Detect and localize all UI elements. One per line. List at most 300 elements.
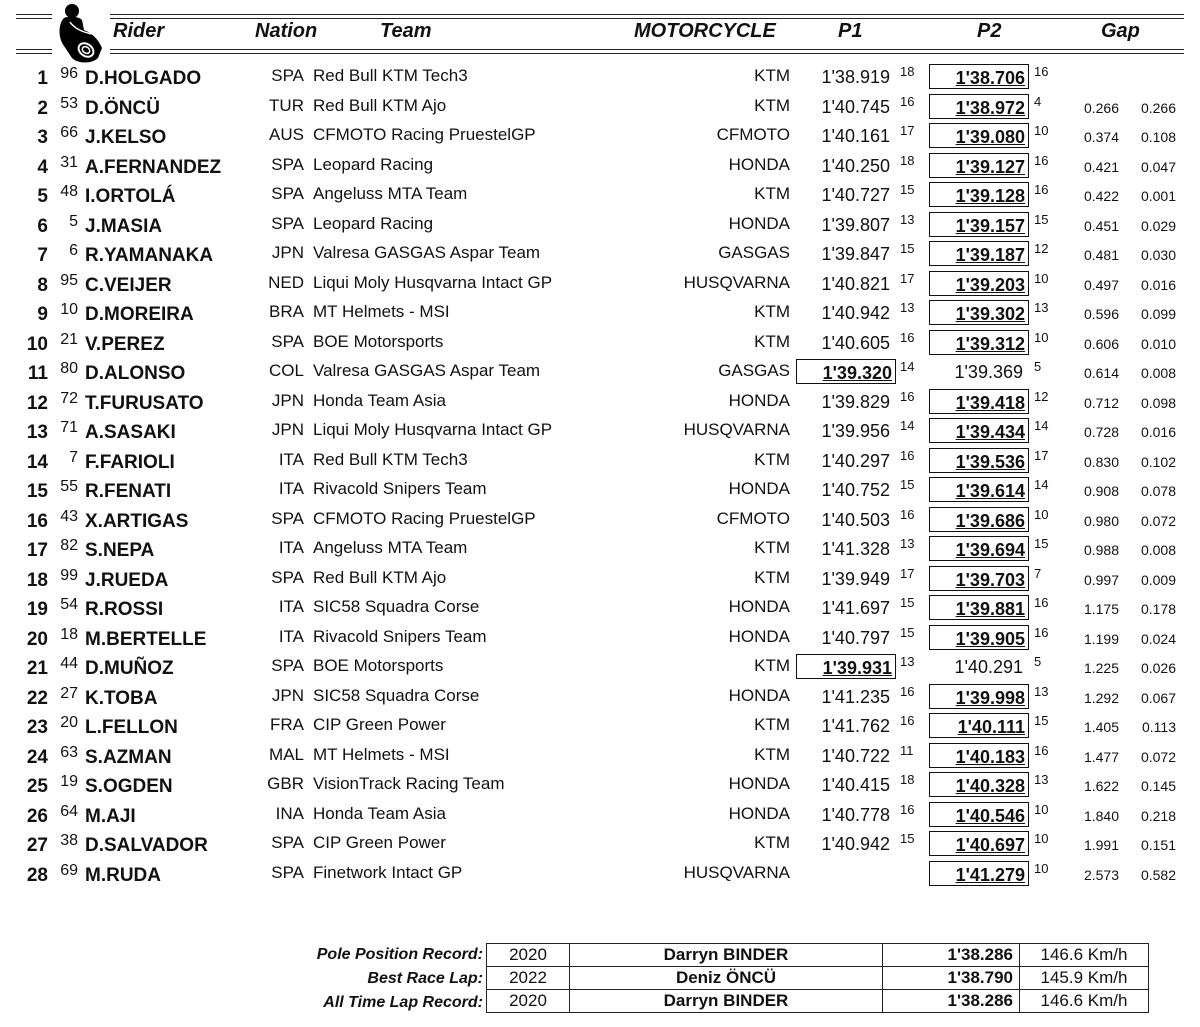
rider-name: S.NEPA (85, 540, 155, 561)
p2-lap: 10 (1034, 270, 1049, 286)
rider-name: V.PEREZ (85, 333, 165, 355)
rider-name: I.ORTOLÁ (85, 186, 176, 207)
motorcycle: KTM (754, 715, 790, 734)
gap-to-previous: 0.009 (1140, 571, 1176, 588)
table-row[interactable] (0, 800, 1200, 829)
team-name: Angeluss MTA Team (313, 538, 468, 557)
p2-lap: 13 (1034, 772, 1049, 787)
record-time: 1'38.790 (883, 967, 1020, 990)
table-row[interactable] (0, 180, 1200, 209)
nation: ITA (278, 479, 304, 498)
p2-lap: 12 (1034, 388, 1049, 404)
position: 16 (26, 510, 48, 532)
position: 12 (26, 392, 48, 414)
position: 28 (26, 864, 48, 886)
gap-to-first: 0.422 (1083, 188, 1119, 204)
gap-to-previous: 0.102 (1140, 453, 1176, 470)
nation: SPA (271, 331, 304, 351)
p2-lap: 17 (1034, 447, 1049, 463)
p1-time: 1'41.328 (821, 539, 890, 559)
rider-name: F.FARIOLI (85, 451, 175, 473)
p2-lap: 16 (1034, 595, 1049, 610)
nation: ITA (278, 538, 304, 557)
p1-lap: 17 (900, 123, 915, 138)
header-bottom-line (16, 49, 1184, 50)
rider-number: 71 (60, 419, 78, 436)
motorcycle: KTM (754, 184, 790, 203)
rider-number: 44 (60, 655, 78, 672)
p1-time: 1'40.745 (821, 96, 890, 117)
position: 22 (26, 687, 48, 709)
gap-to-first: 0.997 (1083, 571, 1119, 588)
position: 5 (37, 186, 48, 207)
p2-lap: 16 (1034, 152, 1049, 168)
table-row[interactable] (0, 711, 1200, 740)
p1-lap: 16 (900, 329, 915, 345)
column-header-gap[interactable]: Gap (1101, 20, 1140, 42)
p2-lap: 5 (1034, 654, 1042, 669)
p1-lap: 13 (900, 654, 915, 669)
position: 26 (26, 805, 48, 827)
nation: NED (268, 272, 304, 292)
p1-time: 1'40.752 (821, 480, 890, 500)
gap-to-previous: 0.008 (1140, 365, 1176, 381)
team-name: Red Bull KTM Ajo (313, 95, 447, 115)
gap-to-previous: 0.010 (1140, 335, 1176, 352)
team-name: MT Helmets - MSI (313, 744, 450, 764)
record-label-best-race-lap: Best Race Lap: (367, 970, 483, 987)
gap-to-first: 1.840 (1083, 807, 1119, 824)
table-row[interactable] (0, 829, 1200, 858)
gap-to-previous: 0.016 (1140, 276, 1176, 293)
table-row[interactable] (0, 534, 1200, 563)
rider-number: 63 (60, 743, 78, 761)
p1-lap: 13 (900, 300, 915, 315)
motorcycle: HONDA (728, 390, 790, 410)
p2-lap: 10 (1034, 123, 1049, 138)
table-row[interactable] (0, 387, 1200, 416)
rider-number: 54 (60, 596, 78, 613)
motorcycle: HONDA (728, 154, 790, 174)
rider-number: 64 (60, 802, 78, 820)
p2-time: 1'38.972 (929, 94, 1029, 119)
p1-lap: 17 (900, 270, 915, 286)
gap-to-first: 0.374 (1083, 129, 1119, 145)
motorcycle: HONDA (728, 685, 790, 705)
position: 6 (37, 215, 48, 237)
rider-number: 66 (60, 124, 78, 141)
column-header-motorcycle[interactable]: MOTORCYCLE (634, 20, 776, 42)
team-name: CFMOTO Racing PruestelGP (313, 508, 536, 528)
table-row[interactable] (0, 121, 1200, 150)
p2-lap: 15 (1034, 713, 1049, 728)
p1-time: 1'39.956 (821, 421, 890, 441)
gap-to-previous: 0.099 (1140, 306, 1176, 322)
team-name: Liqui Moly Husqvarna Intact GP (313, 272, 553, 292)
position: 10 (26, 333, 48, 355)
gap-to-previous: 0.072 (1140, 512, 1176, 529)
record-year: 2020 (487, 990, 570, 1013)
p2-lap: 14 (1034, 477, 1049, 492)
p2-lap: 7 (1034, 565, 1042, 581)
gap-to-first: 0.980 (1083, 512, 1119, 529)
motorcycle: CFMOTO (716, 125, 790, 144)
team-name: VisionTrack Racing Team (313, 774, 505, 793)
position: 3 (37, 127, 48, 148)
column-header-p1[interactable]: P1 (838, 20, 863, 42)
gap-to-first: 1.477 (1083, 748, 1119, 765)
motorcycle: HONDA (728, 626, 790, 646)
motorcycle: KTM (754, 567, 790, 587)
position: 27 (26, 835, 48, 856)
position: 9 (37, 304, 48, 325)
p1-lap: 15 (900, 624, 915, 640)
position: 8 (37, 274, 48, 296)
record-time: 1'38.286 (883, 944, 1020, 967)
p1-time: 1'41.235 (821, 686, 890, 707)
motorcycle: HUSQVARNA (683, 272, 790, 292)
motorcycle: KTM (754, 449, 790, 469)
p1-lap: 14 (900, 418, 915, 433)
gap-to-previous: 0.218 (1140, 807, 1176, 824)
table-row[interactable] (0, 652, 1200, 681)
gap-to-first: 0.712 (1083, 394, 1119, 411)
p1-lap: 13 (900, 536, 915, 551)
column-header-nation[interactable]: Nation (255, 20, 318, 42)
table-row[interactable] (0, 416, 1200, 445)
position: 1 (37, 68, 48, 89)
record-rider: Darryn BINDER (570, 990, 883, 1013)
nation: MAL (269, 744, 304, 764)
p2-time: 1'40.546 (929, 802, 1029, 827)
rider-name: S.OGDEN (85, 776, 173, 797)
p2-lap: 16 (1034, 742, 1049, 758)
position: 24 (26, 746, 48, 768)
p1-lap: 18 (900, 64, 915, 79)
rider-number: 18 (60, 625, 78, 643)
p2-lap: 10 (1034, 329, 1049, 345)
motorcycle: HUSQVARNA (683, 420, 790, 439)
p2-time: 1'39.536 (929, 448, 1029, 473)
table-row[interactable] (0, 593, 1200, 622)
p1-lap: 16 (900, 506, 915, 522)
nation: INA (275, 803, 304, 823)
record-row-best-race-lap (487, 967, 1149, 990)
table-row[interactable] (0, 92, 1200, 121)
table-row[interactable] (0, 298, 1200, 327)
header-bottom-line-2 (16, 53, 1184, 54)
p1-time: 1'39.829 (821, 391, 890, 412)
p1-time: 1'40.727 (821, 185, 890, 205)
table-row[interactable] (0, 269, 1200, 298)
table-row[interactable] (0, 623, 1200, 652)
p2-time: 1'39.080 (929, 123, 1029, 148)
motorcycle: HONDA (728, 803, 790, 823)
nation: SPA (271, 154, 304, 174)
p1-time: 1'40.797 (821, 627, 890, 648)
table-row[interactable] (0, 682, 1200, 711)
gap-to-first: 1.175 (1083, 601, 1119, 617)
p2-time: 1'39.694 (929, 536, 1029, 561)
rider-name: J.MASIA (85, 215, 163, 237)
p1-lap: 16 (900, 93, 915, 109)
p1-lap: 15 (900, 241, 915, 256)
gap-to-previous: 0.145 (1140, 778, 1176, 794)
table-row[interactable] (0, 564, 1200, 593)
p2-lap: 12 (1034, 241, 1049, 256)
p1-lap: 15 (900, 477, 915, 492)
rider-number: 95 (60, 271, 78, 289)
record-label-pole: Pole Position Record: (316, 946, 483, 963)
motorcycle: KTM (754, 656, 790, 675)
table-row[interactable] (0, 446, 1200, 475)
header-top-line-2 (16, 18, 1184, 19)
gap-to-first: 0.728 (1083, 424, 1119, 440)
team-name: Rivacold Snipers Team (313, 626, 487, 646)
record-speed: 145.9 Km/h (1020, 967, 1149, 990)
nation: JPN (271, 420, 304, 439)
p1-time: 1'39.847 (821, 244, 890, 264)
nation: JPN (271, 243, 304, 262)
gap-to-first: 0.830 (1083, 453, 1119, 470)
table-row[interactable] (0, 357, 1200, 386)
p2-time: 1'39.998 (929, 684, 1029, 709)
p1-time: 1'40.722 (821, 745, 890, 766)
column-header-team[interactable]: Team (380, 20, 432, 42)
p2-time: 1'39.187 (929, 241, 1029, 266)
motorcycle: HUSQVARNA (683, 862, 790, 882)
position: 7 (37, 245, 48, 266)
column-header-rider[interactable]: Rider (113, 20, 165, 42)
nation: JPN (271, 390, 304, 410)
nation: SPA (271, 184, 304, 203)
position: 15 (26, 481, 48, 502)
position: 23 (26, 717, 48, 738)
nation: BRA (269, 302, 304, 321)
team-name: Red Bull KTM Ajo (313, 567, 447, 587)
team-name: SIC58 Squadra Corse (313, 597, 480, 616)
gap-to-previous: 0.067 (1140, 689, 1176, 706)
gap-to-previous: 0.047 (1140, 158, 1176, 175)
p2-lap: 10 (1034, 860, 1049, 876)
gap-to-first: 1.225 (1083, 660, 1119, 676)
p2-lap: 13 (1034, 683, 1049, 699)
team-name: BOE Motorsports (313, 331, 444, 351)
p2-lap: 14 (1034, 418, 1049, 433)
header-top-line (16, 14, 1184, 15)
gap-to-first: 0.481 (1083, 247, 1119, 263)
p2-time: 1'39.128 (929, 182, 1029, 207)
gap-to-previous: 0.072 (1140, 748, 1176, 765)
p2-time: 1'40.328 (929, 772, 1029, 797)
rider-number: 69 (60, 861, 78, 879)
p2-lap: 10 (1034, 506, 1049, 522)
column-header-p2[interactable]: P2 (977, 20, 1002, 42)
team-name: CIP Green Power (313, 833, 446, 852)
team-name: Liqui Moly Husqvarna Intact GP (313, 420, 553, 439)
gap-to-previous: 0.016 (1140, 424, 1176, 440)
table-row[interactable] (0, 151, 1200, 180)
rider-name: D.MUÑOZ (85, 658, 174, 679)
nation: FRA (270, 715, 304, 734)
table-row[interactable] (0, 741, 1200, 770)
rider-number: 10 (60, 301, 78, 318)
nation: SPA (271, 656, 304, 675)
p2-time: 1'39.302 (929, 300, 1029, 325)
record-label-all-time: All Time Lap Record: (323, 994, 483, 1011)
position: 18 (26, 569, 48, 591)
p1-time: 1'40.503 (821, 509, 890, 530)
gap-to-previous: 0.008 (1140, 542, 1176, 558)
position: 20 (26, 628, 48, 650)
motorcycle: KTM (754, 331, 790, 351)
p2-lap: 16 (1034, 624, 1049, 640)
motorcycle: HONDA (728, 774, 790, 793)
p2-time: 1'38.706 (929, 64, 1029, 89)
nation: SPA (271, 508, 304, 528)
nation: JPN (271, 685, 304, 705)
nation: SPA (271, 567, 304, 587)
gap-to-previous: 0.078 (1140, 483, 1176, 499)
p1-time: 1'39.931 (796, 654, 896, 679)
rider-name: M.BERTELLE (85, 628, 207, 650)
rider-name: M.RUDA (85, 864, 161, 886)
rider-number: 80 (60, 360, 78, 377)
nation: SPA (271, 213, 304, 233)
rider-name: S.AZMAN (85, 746, 172, 768)
rider-number: 19 (60, 773, 78, 790)
p1-lap: 17 (900, 565, 915, 581)
motorcycle: KTM (754, 66, 790, 85)
gap-to-previous: 0.108 (1140, 129, 1176, 145)
team-name: Honda Team Asia (313, 390, 446, 410)
nation: ITA (278, 449, 304, 469)
p1-time: 1'40.778 (821, 804, 890, 825)
motorcycle: KTM (754, 302, 790, 321)
gap-to-first: 1.292 (1083, 689, 1119, 706)
rider-name: X.ARTIGAS (85, 510, 189, 532)
table-row[interactable] (0, 328, 1200, 357)
rider-number: 48 (60, 183, 78, 200)
rider-name: A.SASAKI (85, 422, 176, 443)
p1-time: 1'40.250 (821, 155, 890, 176)
rider-name: K.TOBA (85, 687, 158, 709)
record-speed: 146.6 Km/h (1020, 944, 1149, 967)
nation: ITA (278, 626, 304, 646)
rider-number: 5 (69, 212, 78, 230)
record-year: 2022 (487, 967, 570, 990)
p2-time: 1'40.697 (929, 831, 1029, 856)
rider-number: 38 (60, 832, 78, 849)
p1-lap: 13 (900, 211, 915, 227)
gap-to-first: 0.451 (1083, 217, 1119, 234)
p1-lap: 18 (900, 772, 915, 787)
gap-to-first: 0.908 (1083, 483, 1119, 499)
p1-time: 1'40.605 (821, 332, 890, 353)
rider-name: D.SALVADOR (85, 835, 208, 856)
gap-to-first: 0.614 (1083, 365, 1119, 381)
rider-name: R.FENATI (85, 481, 172, 502)
p2-time: 1'41.279 (929, 861, 1029, 886)
team-name: CIP Green Power (313, 715, 446, 734)
motorcycle: HONDA (728, 213, 790, 233)
p1-time: 1'40.297 (821, 450, 890, 471)
table-row[interactable] (0, 210, 1200, 239)
p1-time: 1'39.807 (821, 214, 890, 235)
p2-time: 1'39.614 (929, 477, 1029, 502)
position: 21 (26, 658, 48, 679)
p2-time: 1'39.312 (929, 330, 1029, 355)
gap-to-first: 1.622 (1083, 778, 1119, 794)
p1-lap: 16 (900, 683, 915, 699)
gap-to-first: 0.606 (1083, 335, 1119, 352)
motorcycle: KTM (754, 538, 790, 557)
rider-name: R.ROSSI (85, 599, 164, 620)
p2-lap: 16 (1034, 182, 1049, 197)
p1-lap: 16 (900, 447, 915, 463)
position: 4 (37, 156, 48, 178)
rider-name: D.MOREIRA (85, 304, 194, 325)
gap-to-previous: 0.001 (1140, 188, 1176, 204)
table-row[interactable] (0, 770, 1200, 799)
rider-number: 96 (60, 65, 78, 82)
nation: SPA (271, 833, 304, 852)
rider-name: D.ALONSO (85, 363, 186, 384)
p1-time: 1'41.697 (821, 598, 890, 618)
p2-lap: 15 (1034, 211, 1049, 227)
record-year: 2020 (487, 944, 570, 967)
rider-number: 43 (60, 507, 78, 525)
p1-lap: 11 (900, 742, 914, 758)
position: 25 (26, 776, 48, 797)
p1-time: 1'39.949 (821, 568, 890, 589)
gap-to-previous: 0.030 (1140, 247, 1176, 263)
p2-time: 1'39.686 (929, 507, 1029, 532)
rider-name: D.ÖNCÜ (85, 97, 160, 119)
p2-lap: 5 (1034, 359, 1042, 374)
p1-lap: 15 (900, 595, 915, 610)
rider-number: 31 (60, 153, 78, 171)
table-row[interactable] (0, 62, 1200, 91)
team-name: Finetwork Intact GP (313, 862, 463, 882)
table-row[interactable] (0, 475, 1200, 504)
p2-time: 1'40.183 (929, 743, 1029, 768)
p1-lap: 15 (900, 182, 915, 197)
table-row[interactable] (0, 239, 1200, 268)
motorcycle: KTM (754, 744, 790, 764)
rider-number: 21 (60, 330, 78, 348)
p1-time: 1'40.942 (821, 303, 890, 323)
p1-time: 1'40.821 (821, 273, 890, 294)
gap-to-previous: 0.151 (1140, 837, 1176, 853)
nation: AUS (269, 125, 304, 144)
gap-to-previous: 0.098 (1140, 394, 1176, 411)
gap-to-previous: 0.113 (1142, 719, 1176, 735)
team-name: BOE Motorsports (313, 656, 444, 675)
motorcycle: CFMOTO (716, 508, 790, 528)
table-row[interactable] (0, 859, 1200, 888)
rider-number: 53 (60, 94, 78, 112)
table-row[interactable] (0, 505, 1200, 534)
rider-name: L.FELLON (85, 717, 178, 738)
p2-time: 1'39.905 (929, 625, 1029, 650)
p2-time: 1'39.434 (929, 418, 1029, 443)
p2-lap: 10 (1034, 831, 1049, 846)
team-name: Leopard Racing (313, 213, 434, 233)
p1-time: 1'41.762 (821, 716, 890, 736)
gap-to-previous: 0.024 (1140, 630, 1176, 647)
rider-name: C.VEIJER (85, 274, 172, 296)
